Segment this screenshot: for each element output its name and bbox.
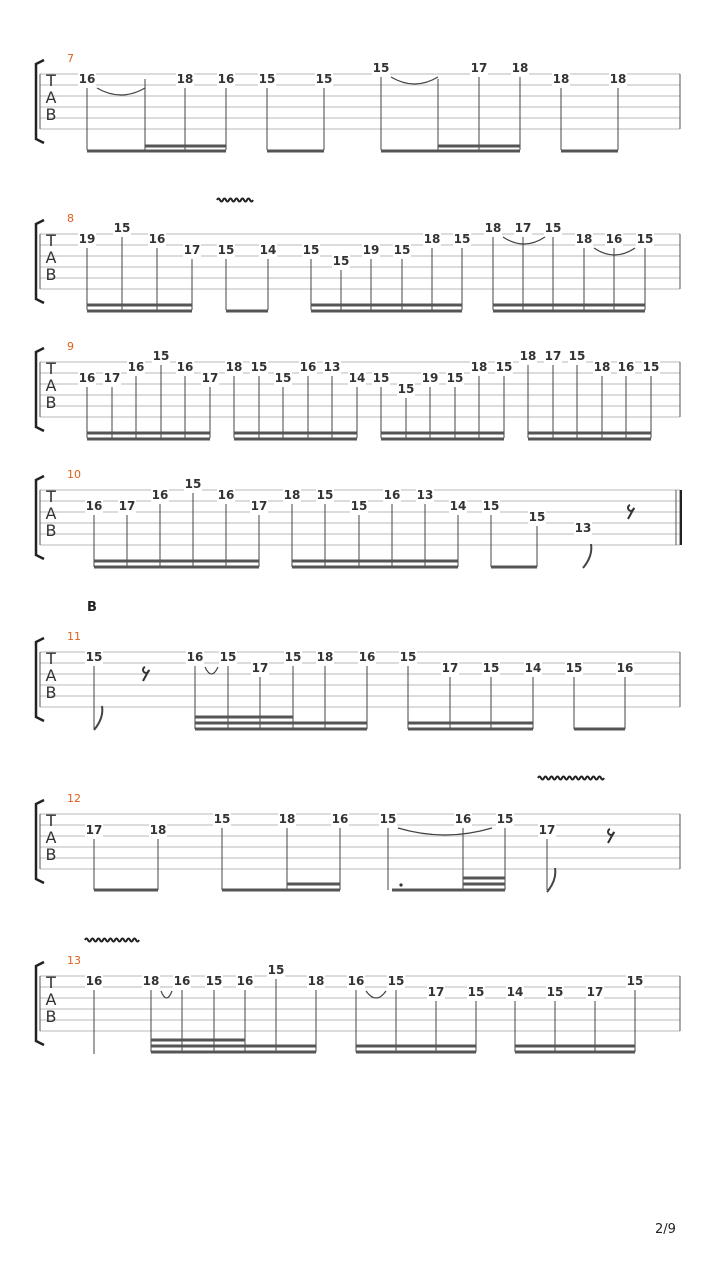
fret-number: 15: [250, 360, 268, 374]
fret-number: 18: [423, 232, 441, 246]
fret-number: 15: [528, 510, 546, 524]
beam: [151, 1051, 316, 1054]
fret-number: 18: [225, 360, 243, 374]
beam: [87, 150, 226, 153]
fret-number: 16: [347, 974, 365, 988]
fret-number: 16: [383, 488, 401, 502]
tab-clef-letter: B: [45, 1007, 57, 1026]
beam: [267, 150, 324, 153]
fret-number: 15: [213, 812, 231, 826]
tab-system-12: [36, 777, 680, 893]
fret-number: 15: [152, 349, 170, 363]
fret-number: 15: [85, 650, 103, 664]
fret-number: 15: [332, 254, 350, 268]
fret-number: 14: [259, 243, 277, 257]
fret-number: 16: [173, 974, 191, 988]
measure-number: 7: [67, 52, 74, 65]
fret-number: 17: [85, 823, 103, 837]
fret-number: 16: [85, 499, 103, 513]
fret-number: 18: [484, 221, 502, 235]
tab-clef-letter: A: [45, 88, 57, 107]
fret-number: 13: [574, 521, 592, 535]
fret-number: 15: [372, 371, 390, 385]
page-number: 2/9: [655, 1222, 676, 1237]
tie-arc: [503, 237, 545, 244]
fret-number: 14: [449, 499, 467, 513]
beam: [151, 1045, 316, 1048]
tab-clef-letter: T: [46, 811, 56, 830]
measure-number: 12: [67, 792, 81, 805]
fret-number: 16: [217, 72, 235, 86]
fret-number: 17: [586, 985, 604, 999]
beam: [195, 728, 367, 731]
fret-number: 15: [496, 812, 514, 826]
fret-number: 17: [103, 371, 121, 385]
tab-system-11: [36, 600, 680, 731]
fret-number: 15: [219, 650, 237, 664]
tab-system-7: [36, 52, 680, 153]
fret-number: 16: [605, 232, 623, 246]
fret-number: 15: [350, 499, 368, 513]
fret-number: 16: [78, 72, 96, 86]
fret-number: 15: [387, 974, 405, 988]
fret-number: 17: [470, 61, 488, 75]
fret-number: 17: [538, 823, 556, 837]
beam: [438, 145, 520, 148]
beam: [408, 722, 533, 725]
fret-number: 15: [642, 360, 660, 374]
fret-number: 15: [568, 349, 586, 363]
fret-number: 17: [250, 499, 268, 513]
beam: [463, 883, 505, 886]
beam: [94, 560, 259, 563]
measure-number: 9: [67, 340, 74, 353]
fret-number: 19: [421, 371, 439, 385]
fret-number: 16: [358, 650, 376, 664]
beam: [292, 566, 458, 569]
tab-clef-letter: B: [45, 105, 57, 124]
fret-number: 13: [323, 360, 341, 374]
fret-number: 16: [616, 661, 634, 675]
tab-system-13: [36, 939, 680, 1055]
beam: [491, 566, 537, 569]
fret-number: 15: [113, 221, 131, 235]
fret-number: 16: [217, 488, 235, 502]
tab-clef-letter: A: [45, 376, 57, 395]
note-flag: [94, 706, 102, 730]
beam: [87, 310, 192, 313]
beam: [381, 432, 504, 435]
tab-clef-letter: B: [45, 393, 57, 412]
beam: [311, 310, 462, 313]
fret-number: 18: [278, 812, 296, 826]
fret-number: 18: [316, 650, 334, 664]
tab-clef-letter: A: [45, 990, 57, 1009]
fret-number: 16: [78, 371, 96, 385]
beam: [145, 145, 226, 148]
fret-number: 15: [467, 985, 485, 999]
beam: [195, 716, 293, 719]
beam: [234, 438, 357, 441]
tab-clef-letter: T: [46, 487, 56, 506]
beam: [561, 150, 618, 153]
fret-number: 15: [565, 661, 583, 675]
tab-clef-letter: T: [46, 649, 56, 668]
fret-number: 18: [511, 61, 529, 75]
fret-number: 15: [446, 371, 464, 385]
beam: [356, 1051, 476, 1054]
tie-arc: [97, 88, 145, 95]
fret-number: 15: [544, 221, 562, 235]
fret-number: 15: [184, 477, 202, 491]
fret-number: 15: [274, 371, 292, 385]
fret-number: 15: [546, 985, 564, 999]
fret-number: 16: [186, 650, 204, 664]
tab-clef-letter: B: [45, 521, 57, 540]
fret-number: 15: [379, 812, 397, 826]
vibrato-mark: [217, 199, 253, 202]
fret-number: 15: [316, 488, 334, 502]
tab-clef-letter: A: [45, 504, 57, 523]
fret-number: 18: [149, 823, 167, 837]
tab-clef-letter: T: [46, 71, 56, 90]
fret-number: 16: [299, 360, 317, 374]
fret-number: 15: [258, 72, 276, 86]
fret-number: 15: [626, 974, 644, 988]
fret-number: 15: [397, 382, 415, 396]
tab-clef-letter: T: [46, 231, 56, 250]
beam: [463, 877, 505, 880]
fret-number: 14: [348, 371, 366, 385]
fret-number: 15: [482, 499, 500, 513]
fret-number: 15: [205, 974, 223, 988]
fret-number: 17: [514, 221, 532, 235]
fret-number: 18: [575, 232, 593, 246]
tie-arc: [205, 667, 218, 674]
vibrato-mark: [538, 777, 604, 780]
fret-number: 19: [78, 232, 96, 246]
tab-clef-letter: B: [45, 265, 57, 284]
beam: [87, 304, 192, 307]
fret-number: 15: [482, 661, 500, 675]
tie-arc: [398, 828, 492, 835]
beam: [392, 889, 505, 892]
fret-number: 15: [315, 72, 333, 86]
beam: [493, 304, 645, 307]
fret-number: 15: [302, 243, 320, 257]
fret-number: 13: [416, 488, 434, 502]
fret-number: 17: [441, 661, 459, 675]
section-label: B: [87, 600, 97, 615]
tab-clef-letter: T: [46, 359, 56, 378]
tie-arc: [366, 991, 386, 998]
fret-number: 19: [362, 243, 380, 257]
beam: [287, 883, 340, 886]
fret-number: 17: [183, 243, 201, 257]
fret-number: 16: [151, 488, 169, 502]
beam: [528, 432, 651, 435]
measure-number: 10: [67, 468, 81, 481]
fret-number: 18: [593, 360, 611, 374]
tab-clef-letter: A: [45, 828, 57, 847]
fret-number: 17: [427, 985, 445, 999]
tab-system-8: [36, 199, 680, 313]
fret-number: 17: [201, 371, 219, 385]
fret-number: 15: [284, 650, 302, 664]
beam: [87, 438, 210, 441]
fret-number: 15: [372, 61, 390, 75]
note-flag: [547, 868, 555, 892]
fret-number: 16: [148, 232, 166, 246]
beam: [87, 432, 210, 435]
fret-number: 14: [506, 985, 524, 999]
measure-number: 13: [67, 954, 81, 967]
tab-clef-letter: A: [45, 666, 57, 685]
fret-number: 16: [331, 812, 349, 826]
fret-number: 18: [142, 974, 160, 988]
beam: [381, 438, 504, 441]
beam: [222, 889, 340, 892]
beam: [234, 432, 357, 435]
fret-number: 18: [307, 974, 325, 988]
beam: [151, 1039, 245, 1042]
beam: [515, 1045, 635, 1048]
beam: [574, 728, 625, 731]
fret-number: 18: [176, 72, 194, 86]
vibrato-mark: [85, 939, 139, 942]
fret-number: 18: [552, 72, 570, 86]
fret-number: 17: [251, 661, 269, 675]
tab-system-9: [36, 340, 680, 441]
fret-number: 15: [399, 650, 417, 664]
fret-number: 14: [524, 661, 542, 675]
measure-number: 8: [67, 212, 74, 225]
fret-number: 16: [236, 974, 254, 988]
fret-number: 16: [176, 360, 194, 374]
beam: [226, 310, 268, 313]
fret-number: 15: [453, 232, 471, 246]
beam: [528, 438, 651, 441]
tab-clef-letter: A: [45, 248, 57, 267]
tab-clef-letter: B: [45, 845, 57, 864]
fret-number: 16: [85, 974, 103, 988]
fret-number: 17: [544, 349, 562, 363]
augmentation-dot: [399, 883, 402, 886]
beam: [408, 728, 533, 731]
tab-clef-letter: T: [46, 973, 56, 992]
beam: [356, 1045, 476, 1048]
beam: [292, 560, 458, 563]
fret-number: 15: [495, 360, 513, 374]
beam: [493, 310, 645, 313]
fret-number: 15: [393, 243, 411, 257]
fret-number: 16: [127, 360, 145, 374]
measure-number: 11: [67, 630, 81, 643]
fret-number: 15: [636, 232, 654, 246]
fret-number: 16: [617, 360, 635, 374]
beam: [94, 889, 158, 892]
fret-number: 18: [609, 72, 627, 86]
fret-number: 18: [470, 360, 488, 374]
tab-system-10: [36, 468, 681, 569]
beam: [515, 1051, 635, 1054]
beam: [311, 304, 462, 307]
tab-clef-letter: B: [45, 683, 57, 702]
fret-number: 15: [267, 963, 285, 977]
beam: [381, 150, 520, 153]
beam: [94, 566, 259, 569]
fret-number: 18: [283, 488, 301, 502]
fret-number: 16: [454, 812, 472, 826]
fret-number: 18: [519, 349, 537, 363]
tie-arc: [391, 77, 438, 84]
note-flag: [583, 544, 591, 568]
tie-arc: [161, 991, 172, 998]
beam: [195, 722, 367, 725]
fret-number: 15: [217, 243, 235, 257]
fret-number: 17: [118, 499, 136, 513]
